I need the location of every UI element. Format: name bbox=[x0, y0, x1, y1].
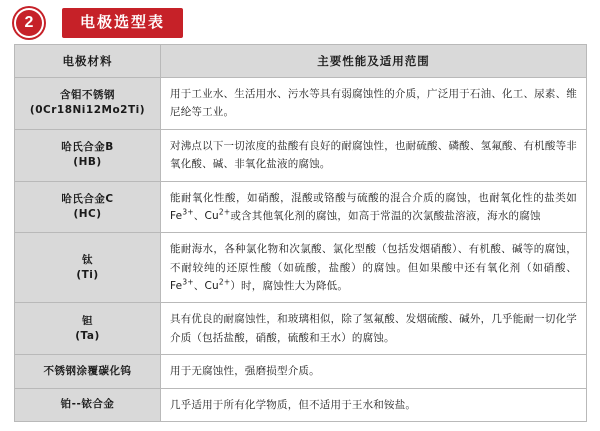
cell-description: 用于无腐蚀性，强磨损型介质。 bbox=[161, 355, 587, 388]
table-body bbox=[15, 78, 587, 422]
table-row bbox=[15, 303, 587, 355]
material-code: (0Cr18Ni12Mo2Ti) bbox=[29, 104, 146, 117]
material-code: (HC) bbox=[73, 207, 102, 220]
table-header bbox=[15, 45, 587, 78]
material-code: (HB) bbox=[73, 156, 102, 169]
column-header-material: 电极材料 bbox=[15, 45, 161, 78]
material-name: 哈氏合金B bbox=[61, 140, 114, 153]
cell-material bbox=[15, 355, 161, 388]
material-name: 钛 bbox=[82, 253, 93, 266]
cell-material bbox=[15, 129, 161, 181]
material-code: (Ta) bbox=[75, 329, 100, 342]
cell-description: 几乎适用于所有化学物质，但不适用于王水和铵盐。 bbox=[161, 388, 587, 421]
table-row bbox=[15, 355, 587, 388]
cell-material bbox=[15, 233, 161, 303]
cell-description: 能耐海水，各种氯化物和次氯酸、氯化型酸（包括发烟硝酸）、有机酸、碱等的腐蚀，不耐较纯的还原性酸（如硫酸，盐酸）的腐蚀。但如果酸中还有氧化剂（如硝酸、$Fe^{3+}$、$Cu^{2+}$）时，腐蚀性大为降低。 bbox=[161, 233, 587, 303]
cell-description: 能耐氧化性酸，如硝酸，混酸或铬酸与硫酸的混合介质的腐蚀，也耐氧化性的盐类如$Fe^{3+}$、$Cu^{2+}$或含其他氧化剂的腐蚀，如高于常温的次氯酸盐溶液，海水的腐蚀 bbox=[161, 181, 587, 233]
cell-material bbox=[15, 181, 161, 233]
cell-description: 具有优良的耐腐蚀性，和玻璃相似，除了氢氟酸、发烟硫酸、碱外，几乎能耐一切化学介质（包括盐酸，硝酸，硫酸和王水）的腐蚀。 bbox=[161, 303, 587, 355]
material-name: 哈氏合金C bbox=[61, 192, 114, 205]
cell-material bbox=[15, 78, 161, 130]
page-title: 电极选型表 bbox=[62, 8, 183, 39]
column-header-description: 主要性能及适用范围 bbox=[161, 45, 587, 78]
cell-description: 对沸点以下一切浓度的盐酸有良好的耐腐蚀性，也耐硫酸、磷酸、氢氟酸、有机酸等非氧化酸、碱、非氧化盐液的腐蚀。 bbox=[161, 129, 587, 181]
electrode-selection-table bbox=[14, 44, 587, 422]
cell-material bbox=[15, 303, 161, 355]
table-header-row bbox=[15, 45, 587, 78]
table-row bbox=[15, 388, 587, 421]
material-name: 不锈钢涂覆碳化钨 bbox=[43, 364, 132, 377]
table-container bbox=[0, 44, 600, 422]
table-row bbox=[15, 78, 587, 130]
cell-description: 用于工业水、生活用水、污水等具有弱腐蚀性的介质，广泛用于石油、化工、尿素、维尼纶等工业。 bbox=[161, 78, 587, 130]
material-name: 铂--铱合金 bbox=[60, 398, 115, 411]
material-name: 钽 bbox=[82, 314, 93, 327]
page-header bbox=[0, 0, 600, 44]
table-row bbox=[15, 181, 587, 233]
table-row bbox=[15, 129, 587, 181]
table-row bbox=[15, 233, 587, 303]
cell-material bbox=[15, 388, 161, 421]
section-number-badge: 2 bbox=[14, 8, 44, 38]
material-code: (Ti) bbox=[76, 268, 99, 281]
material-name: 含钼不锈钢 bbox=[60, 89, 115, 102]
